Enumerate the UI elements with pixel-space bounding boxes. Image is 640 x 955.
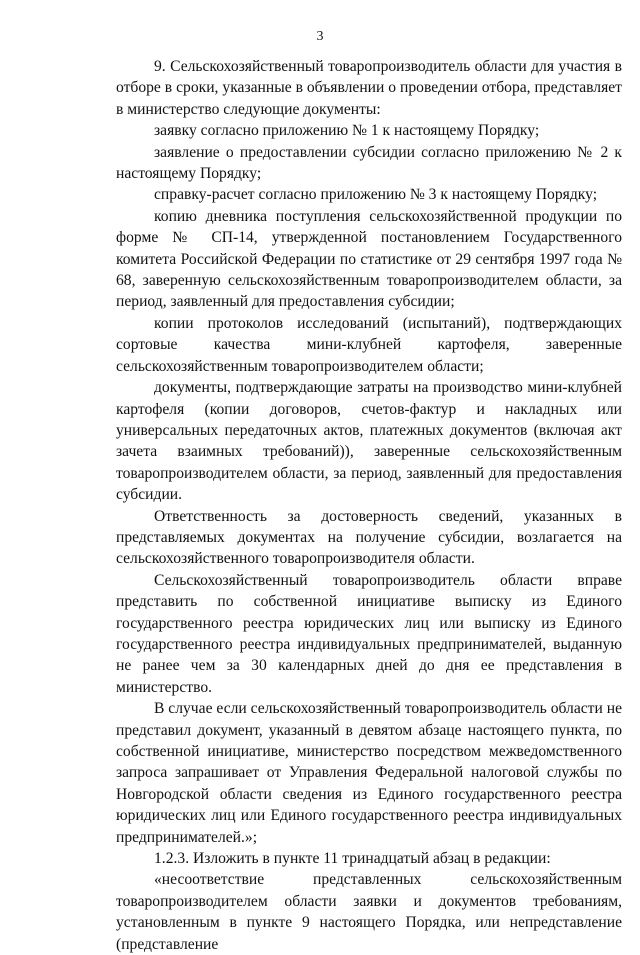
paragraph-item-9-intro: 9. Сельскохозяйственный товаропроизводитель области для участия в отборе в сроки, указанные в объявлении о проведении отбора, представляет в министерство следующие документы: — [116, 58, 622, 118]
paragraph-responsibility: Ответственность за достоверность сведений, указанных в представляемых документах на получение субсидии, возлагается на сельскохозяйственного товаропроизводителя области. — [116, 507, 622, 568]
paragraph-sp14-copy: копию дневника поступления сельскохозяйственной продукции по форме № СП-14, утвержденной постановлением Государственного комитета Российской Федерации по статистике от 29 сентября 1997 года № 68, заверенную сельскохозяйственным товаропроизводителем области, за период, заявленный для предоставления субсидии; — [116, 207, 622, 311]
paragraph-application: заявку согласно приложению № 1 к настоящему Порядку; — [154, 122, 540, 140]
paragraph-calculation: справку-расчет согласно приложению № 3 к настоящему Порядку; — [154, 186, 598, 204]
paragraph-test-protocols: копии протоколов исследований (испытаний), подтверждающих сортовые качества мини-клубней картофеля, заверенные сельскохозяйственным товаропроизводителем области; — [116, 314, 622, 375]
document-body — [116, 56, 622, 955]
paragraph-registry-extract: Сельскохозяйственный товаропроизводитель области вправе представить по собственной инициативе выписку из Единого государственного реестра юридических лиц или выписку из Единого государственного реестра индивидуальных предпринимателей, выданную не ранее чем за 30 календарных дней до дня ее представления в министерство. — [116, 571, 622, 696]
paragraph-interagency-request: В случае если сельскохозяйственный товаропроизводитель области не представил документ, указанный в девятом абзаце настоящего пункта, по собственной инициативе, министерство посредством межведомственного запроса запрашивает от Управления Федеральной налоговой службы по Новгородской области сведения из Единого государственного реестра юридических лиц или Единого государственного реестра индивидуальных предпринимателей.»; — [116, 700, 622, 846]
paragraph-non-compliance: «несоответствие представленных сельскохозяйственным товаропроизводителем области заявки и документов требованиям, установленным в пункте 9 настоящего Порядка, или непредставление (представление — [116, 871, 622, 953]
paragraph-amendment-1-2-3: 1.2.3. Изложить в пункте 11 тринадцатый абзац в редакции: — [154, 850, 551, 868]
page-number: 3 — [316, 29, 324, 44]
paragraph-cost-documents: документы, подтверждающие затраты на производство мини-клубней картофеля (копии договоров, счетов-фактур и накладных или универсальных передаточных актов, платежных документов (включая акт зачета взаимных требований)), заверенные сельскохозяйственным товаропроизводителем области, за период, заявленный для предоставления субсидии. — [116, 379, 622, 504]
paragraph-subsidy-statement: заявление о предоставлении субсидии согласно приложению № 2 к настоящему Порядку; — [116, 143, 622, 183]
